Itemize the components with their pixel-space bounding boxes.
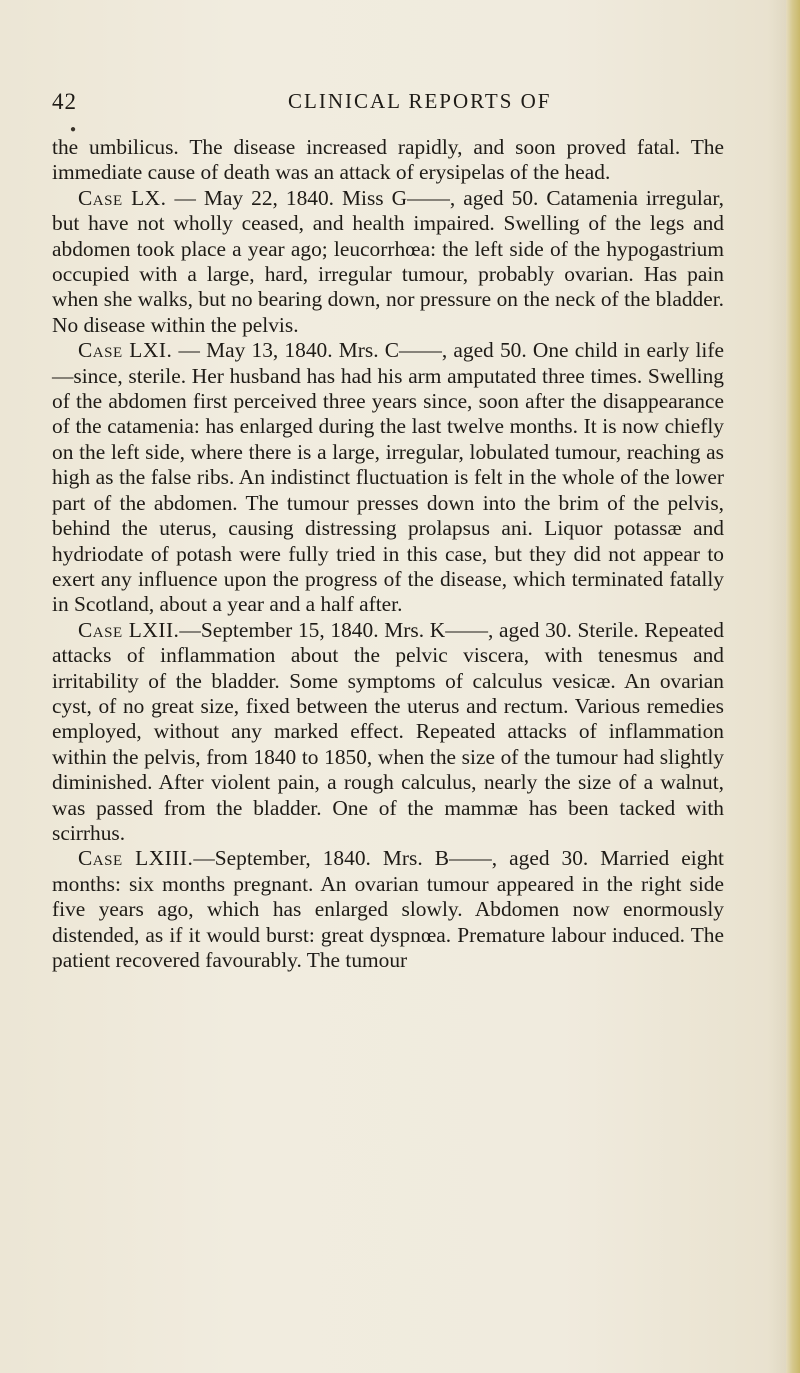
case-62-label: Case LXII. xyxy=(78,617,180,642)
print-speck: ● xyxy=(70,124,77,135)
case-61-paragraph xyxy=(52,338,724,617)
case-63-label: Case LXIII. xyxy=(78,846,194,871)
body-text xyxy=(52,135,724,973)
case-63-text: —September, 1840. Mrs. B——, aged 30. Married eight months: six months pregnant. An ovarian tumour appeared in the right side five years ago, which has enlarged slowly. Abdomen now enormously distended, as if it would burst: great dyspnœa. Premature labour induced. The patient recovered favourably. The tumour xyxy=(52,846,724,972)
page-number: 42 xyxy=(52,89,77,114)
case-61-text: — May 13, 1840. Mrs. C——, aged 50. One child in early life—since, sterile. Her husband has had his arm amputated three times. Swelling of the abdomen first perceived three years since, soon after the disappearance of the catamenia: has enlarged during the last twelve months. It is now chiefly on the left side, where there is a large, irregular, lobulated tumour, reaching as high as the false ribs. An indistinct fluctuation is felt in the whole of the lower part of the abdomen. The tumour presses down into the brim of the pelvis, behind the uterus, causing distressing prolapsus ani. Liquor potassæ and hydriodate of potash were fully tried in this case, but they did not appear to exert any influence upon the progress of the disease, which terminated fatally in Scotland, about a year and a half after. xyxy=(52,338,724,617)
case-62-text: —September 15, 1840. Mrs. K——, aged 30. Sterile. Repeated attacks of inflammation about the pelvic viscera, with tenesmus and irritability of the bladder. Some symptoms of calculus vesicæ. An ovarian cyst, of no great size, fixed between the uterus and rectum. Various remedies employed, without any marked effect. Repeated attacks of inflammation within the pelvis, from 1840 to 1850, when the size of the tumour had slightly diminished. After violent pain, a rough calculus, nearly the size of a walnut, was passed from the bladder. One of the mammæ has been tacked with scirrhus. xyxy=(52,617,724,845)
paragraph-continuation: the umbilicus. The disease increased rapidly, and soon proved fatal. The immediate cause of death was an attack of erysipelas of the head. xyxy=(52,135,724,185)
case-60-label: Case LX. xyxy=(78,185,167,210)
case-60-paragraph xyxy=(52,186,724,338)
case-60-text: — May 22, 1840. Miss G——, aged 50. Catamenia irregular, but have not wholly ceased, and health impaired. Swelling of the legs and abdomen took place a year ago; leucorrhœa: the left side of the hypogastrium occupied with a large, hard, irregular tumour, probably ovarian. Has pain when she walks, but no bearing down, nor pressure on the neck of the bladder. No disease within the pelvis. xyxy=(52,185,724,337)
case-63-paragraph xyxy=(52,846,724,973)
case-61-label: Case LXI. xyxy=(78,338,173,363)
case-62-paragraph xyxy=(52,618,724,847)
running-head: CLINICAL REPORTS OF xyxy=(288,89,552,113)
page-edge xyxy=(786,0,800,1373)
page-header xyxy=(52,89,728,115)
